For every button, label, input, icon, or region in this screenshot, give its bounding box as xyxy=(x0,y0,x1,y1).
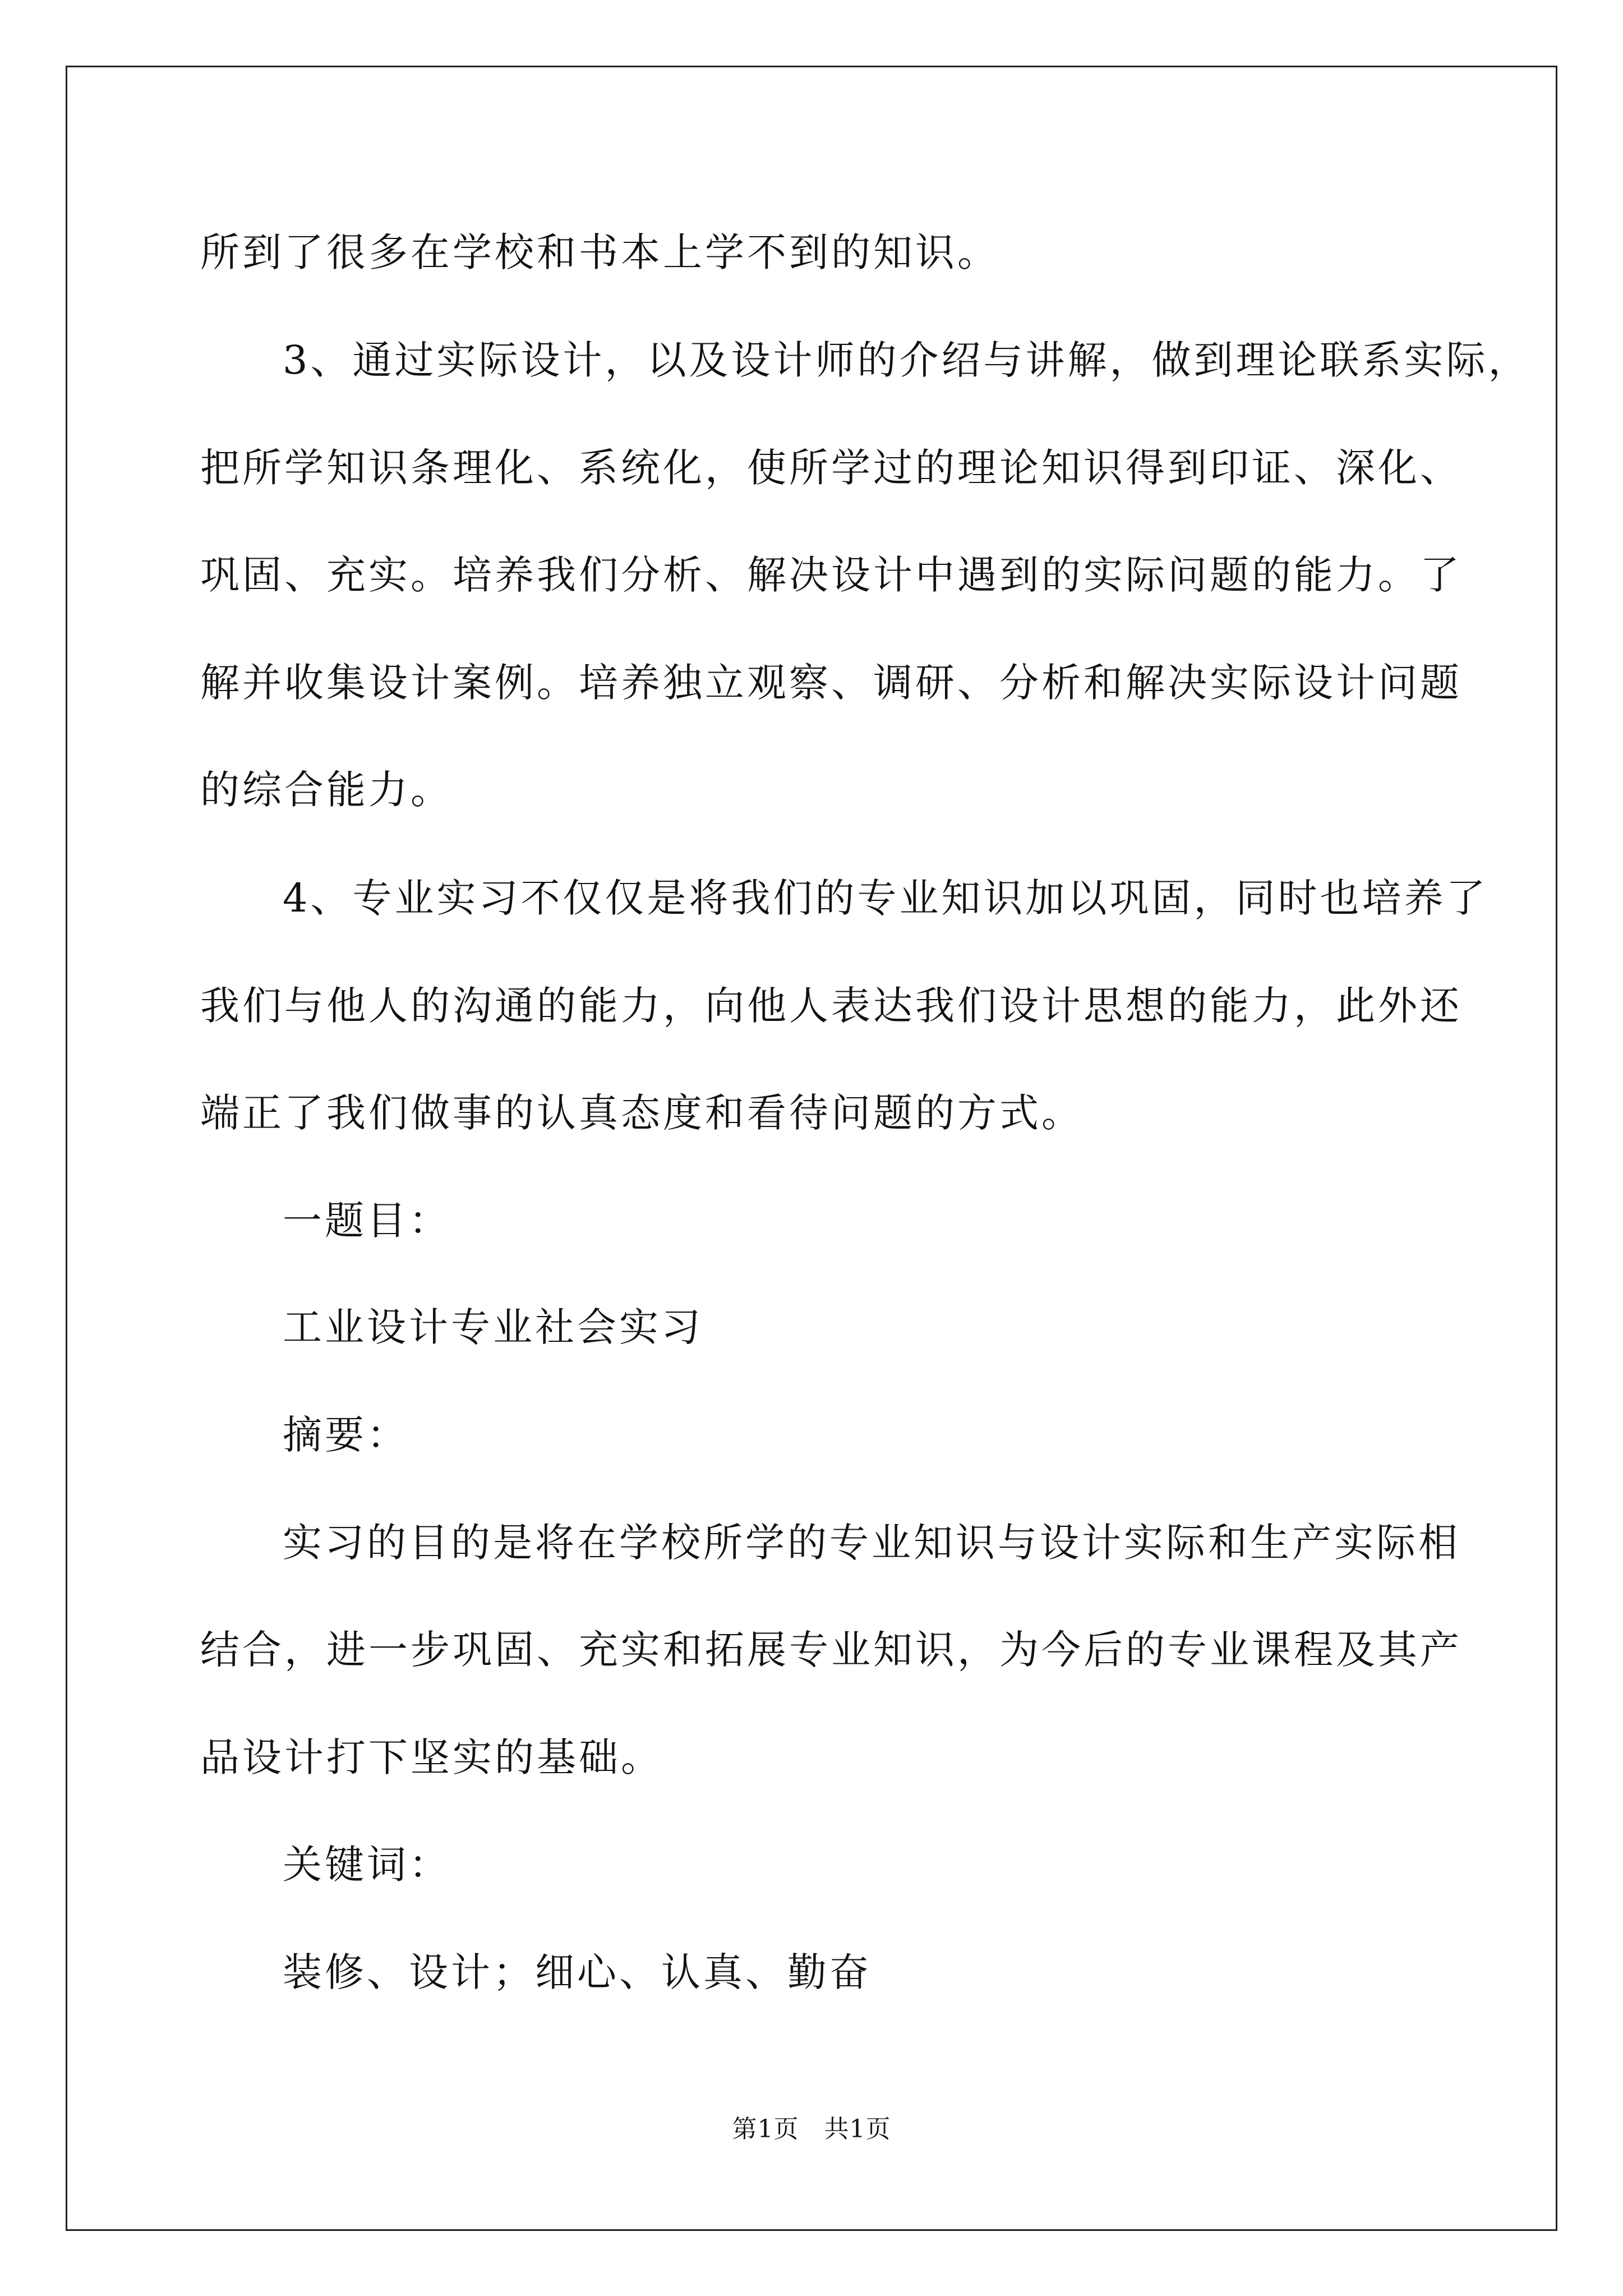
text-line-9: 端正了我们做事的认真态度和看待问题的方式。 xyxy=(200,1090,1083,1136)
page-border xyxy=(66,66,1557,2231)
text-line-3: 把所学知识条理化、系统化，使所学过的理论知识得到印证、深化、 xyxy=(200,445,1462,491)
text-line-12: 摘要： xyxy=(283,1412,409,1458)
text-line-15: 品设计打下坚实的基础。 xyxy=(200,1734,663,1780)
text-line-17: 装修、设计；细心、认真、勤奋 xyxy=(283,1949,872,1995)
text-line-2: 3、通过实际设计，以及设计师的介绍与讲解，做到理论联系实际， xyxy=(283,337,1530,383)
text-line-6: 的综合能力。 xyxy=(200,767,453,813)
page-footer: 第1页 共1页 xyxy=(732,2115,891,2143)
text-line-11: 工业设计专业社会实习 xyxy=(283,1304,703,1350)
text-line-7: 4、专业实习不仅仅是将我们的专业知识加以巩固，同时也培养了 xyxy=(283,875,1488,921)
text-line-1: 所到了很多在学校和书本上学不到的知识。 xyxy=(200,229,999,275)
text-line-16: 关键词： xyxy=(283,1842,451,1888)
text-line-8: 我们与他人的沟通的能力，向他人表达我们设计思想的能力，此外还 xyxy=(200,983,1462,1029)
text-line-13: 实习的目的是将在学校所学的专业知识与设计实际和生产实际相 xyxy=(283,1520,1460,1566)
text-line-10: 一题目： xyxy=(283,1198,451,1244)
text-line-14: 结合，进一步巩固、充实和拓展专业知识，为今后的专业课程及其产 xyxy=(200,1627,1462,1673)
text-line-5: 解并收集设计案例。培养独立观察、调研、分析和解决实际设计问题 xyxy=(200,660,1462,706)
text-line-4: 巩固、充实。培养我们分析、解决设计中遇到的实际问题的能力。了 xyxy=(200,552,1462,598)
